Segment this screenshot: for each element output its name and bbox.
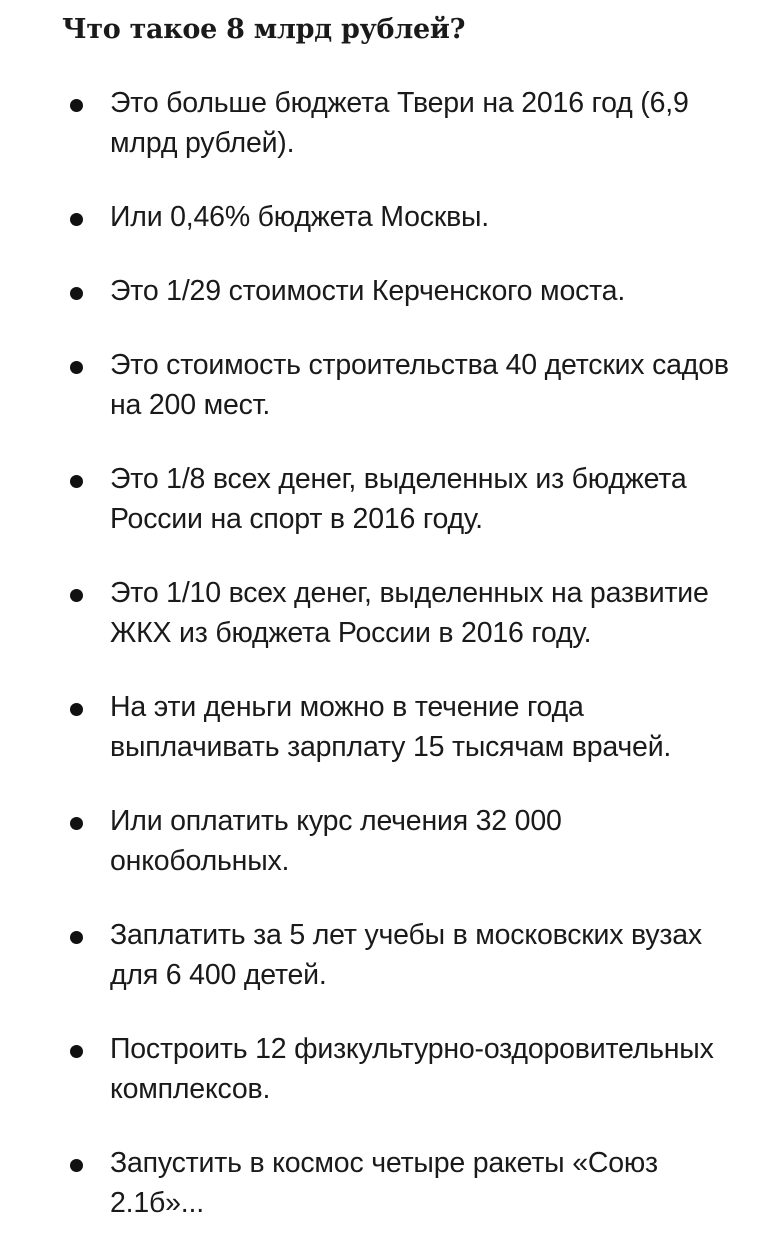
fact-list: [0, 83, 784, 1257]
bullet-icon: [70, 589, 83, 602]
bullet-icon: [70, 931, 83, 944]
list-item: [0, 83, 784, 163]
list-item-text: Это стоимость строительства 40 детских садов на 200 мест.: [110, 349, 729, 421]
list-item-text: На эти деньги можно в течение года выплачивать зарплату 15 тысячам врачей.: [110, 691, 672, 763]
bullet-icon: [70, 1045, 83, 1058]
list-item-text: Или оплатить курс лечения 32 000 онкобольных.: [110, 805, 562, 877]
list-item: [0, 459, 784, 539]
bullet-icon: [70, 1159, 83, 1172]
bullet-icon: [70, 361, 83, 374]
list-item: [0, 687, 784, 767]
bullet-icon: [70, 817, 83, 830]
list-item: [0, 1029, 784, 1109]
list-item: [0, 573, 784, 653]
bullet-icon: [70, 99, 83, 112]
article-heading: Что такое 8 млрд рублей?: [62, 14, 466, 45]
list-item: [0, 197, 784, 237]
list-item-text: Это 1/29 стоимости Керченского моста.: [110, 275, 626, 307]
list-item: [0, 345, 784, 425]
list-item-text: Это больше бюджета Твери на 2016 год (6,9 млрд рублей).: [110, 87, 689, 159]
list-item-text: Построить 12 физкультурно-оздоровительных комплексов.: [110, 1033, 714, 1105]
list-item: [0, 271, 784, 311]
list-item-text: Это 1/10 всех денег, выделенных на развитие ЖКХ из бюджета России в 2016 году.: [110, 577, 709, 649]
list-item-text: Или 0,46% бюджета Москвы.: [110, 201, 490, 233]
list-item-text: Заплатить за 5 лет учебы в московских вузах для 6 400 детей.: [110, 919, 702, 991]
list-item: [0, 1143, 784, 1223]
list-item: [0, 915, 784, 995]
bullet-icon: [70, 287, 83, 300]
list-item-text: Это 1/8 всех денег, выделенных из бюджета России на спорт в 2016 году.: [110, 463, 687, 535]
list-item: [0, 801, 784, 881]
bullet-icon: [70, 703, 83, 716]
bullet-icon: [70, 475, 83, 488]
bullet-icon: [70, 213, 83, 226]
list-item-text: Запустить в космос четыре ракеты «Союз 2.1б»...: [110, 1147, 658, 1219]
